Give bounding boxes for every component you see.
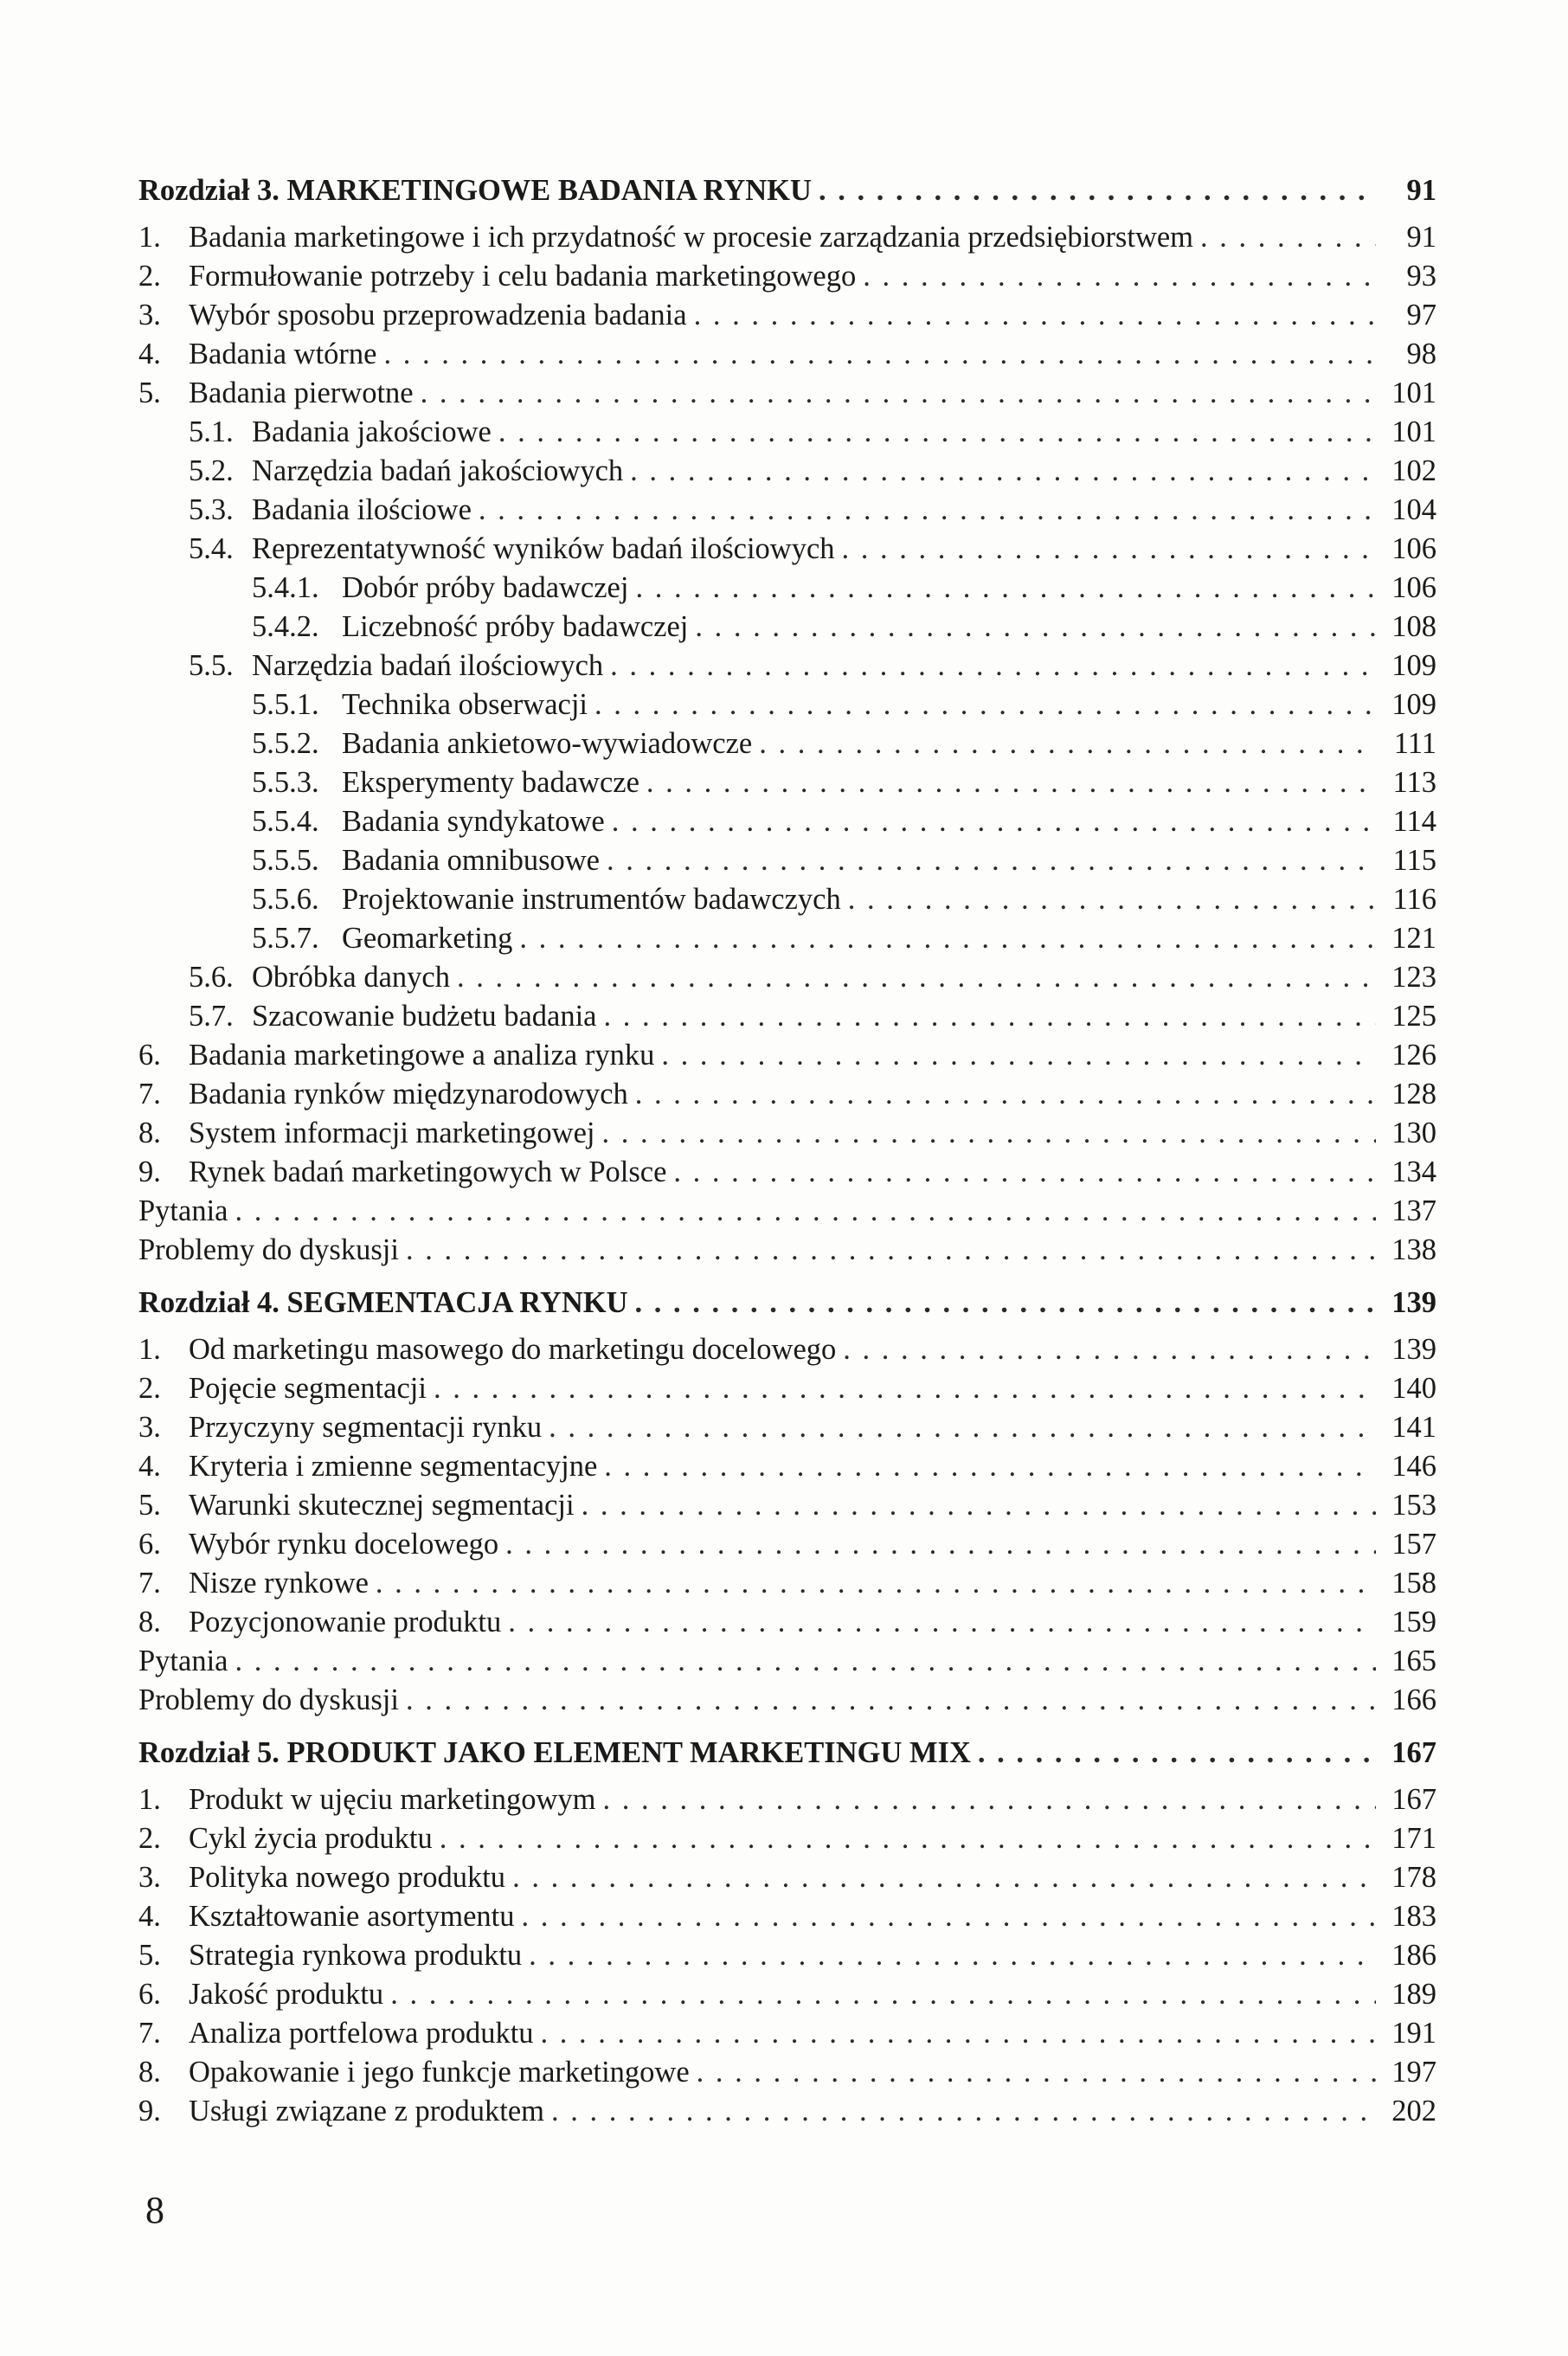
entry-title: Pozycjonowanie produktu (189, 1606, 502, 1638)
entry-number: 8. (138, 2056, 161, 2089)
entry-title: Badania jakościowe (252, 415, 492, 448)
toc-entry (138, 1975, 1436, 2014)
entry-number: 2. (138, 1822, 161, 1855)
toc-entry (138, 1525, 1436, 1564)
entry-page: 114 (1392, 805, 1436, 838)
toc-entry (138, 2014, 1436, 2053)
dot-leader (695, 608, 1376, 647)
entry-title: Reprezentatywność wyników badań ilościowych (252, 532, 835, 565)
entry-number: 3. (138, 1411, 161, 1444)
toc-entry (138, 1603, 1436, 1642)
toc-entry (138, 919, 1436, 958)
entry-title: Rynek badań marketingowych w Polsce (189, 1155, 667, 1188)
toc-entry (138, 1564, 1436, 1603)
entry-page: 111 (1393, 727, 1436, 760)
dot-leader (390, 1975, 1376, 2014)
dot-leader (863, 257, 1376, 296)
entry-number: 6. (138, 1528, 161, 1561)
chapter-heading (138, 1282, 1436, 1323)
entry-page: 91 (1406, 221, 1436, 254)
entry-title: Szacowanie budżetu badania (252, 1000, 597, 1033)
entry-number: 5. (138, 377, 161, 409)
toc-entry (138, 257, 1436, 296)
dot-leader (406, 1681, 1376, 1720)
toc-entry (138, 1780, 1436, 1819)
entry-title: Badania ankietowo-wywiadowcze (342, 727, 753, 760)
page-number: 8 (145, 2189, 164, 2231)
entry-page: 101 (1391, 415, 1436, 448)
entry-page: 106 (1391, 532, 1436, 565)
entry-title: Od marketingu masowego do marketingu docelowego (189, 1333, 837, 1366)
toc-entry (138, 1192, 1436, 1231)
entry-page: 137 (1391, 1194, 1436, 1227)
toc-entry (138, 880, 1436, 919)
entry-number: 2. (138, 1372, 161, 1405)
dot-leader (612, 802, 1376, 841)
toc-entry (138, 530, 1436, 569)
entry-number: 5.3. (189, 493, 234, 526)
entry-page: 139 (1391, 1333, 1436, 1366)
entry-title: Technika obserwacji (342, 688, 588, 721)
entry-number: 9. (138, 1155, 161, 1188)
dot-leader (604, 1447, 1376, 1486)
dot-leader (457, 958, 1376, 997)
toc-entry (138, 647, 1436, 686)
toc-entry (138, 1114, 1436, 1153)
entry-page: 191 (1391, 2017, 1436, 2050)
toc-entry (138, 1330, 1436, 1369)
dot-leader (604, 997, 1377, 1036)
entry-page: 178 (1391, 1861, 1436, 1894)
chapter-section (138, 170, 1436, 1270)
entry-number: 5.5.4. (252, 805, 319, 838)
entry-page: 159 (1391, 1606, 1436, 1638)
entry-number: 5.5.2. (252, 727, 319, 760)
dot-leader (479, 491, 1376, 530)
entry-page: 98 (1406, 338, 1436, 370)
entry-page: 138 (1391, 1233, 1436, 1266)
toc-entry (138, 1858, 1436, 1897)
entry-number: 7. (138, 2017, 161, 2050)
entry-page: 153 (1391, 1489, 1436, 1522)
dot-leader (508, 1603, 1376, 1642)
entry-number: 5.5.7. (252, 922, 319, 955)
entry-page: 186 (1391, 1939, 1436, 1972)
entry-page: 109 (1391, 649, 1436, 682)
entry-page: 116 (1392, 883, 1436, 916)
toc-entry (138, 218, 1436, 257)
toc-entry (138, 413, 1436, 452)
entry-page: 121 (1391, 922, 1436, 955)
entry-number: 8. (138, 1117, 161, 1149)
entry-page: 126 (1391, 1039, 1436, 1072)
entry-page: 189 (1391, 1978, 1436, 2011)
entry-title: Projektowanie instrumentów badawczych (342, 883, 841, 916)
entry-page: 104 (1391, 493, 1436, 526)
dot-leader (519, 919, 1376, 958)
toc-entry (138, 724, 1436, 763)
toc-entry (138, 1681, 1436, 1720)
dot-leader (978, 1732, 1376, 1773)
entry-title: Pytania (138, 1645, 228, 1677)
dot-leader (440, 1819, 1376, 1858)
entry-title: Polityka nowego produktu (189, 1861, 506, 1894)
entry-title: Obróbka danych (252, 961, 450, 994)
dot-leader (635, 569, 1376, 608)
toc-entry (138, 491, 1436, 530)
entry-number: 5. (138, 1489, 161, 1522)
toc-entry (138, 1369, 1436, 1408)
entry-title: Problemy do dyskusji (138, 1233, 399, 1266)
toc-entry (138, 1036, 1436, 1075)
entry-page: 183 (1391, 1900, 1436, 1933)
dot-leader (694, 296, 1376, 335)
dot-leader (635, 1075, 1376, 1114)
dot-leader (505, 1525, 1376, 1564)
entry-title: Wybór rynku docelowego (189, 1528, 499, 1561)
chapter-section (138, 1282, 1436, 1720)
chapter-heading (138, 1732, 1436, 1773)
entry-title: Badania marketingowe a analiza rynku (189, 1039, 655, 1072)
entry-page: 158 (1391, 1567, 1436, 1600)
chapter-page: 167 (1391, 1736, 1436, 1769)
chapter-section (138, 1732, 1436, 2131)
toc-entry (138, 802, 1436, 841)
dot-leader (235, 1642, 1376, 1681)
dot-leader (512, 1858, 1376, 1897)
entry-title: Produkt w ujęciu marketingowym (189, 1783, 596, 1816)
toc-entry (138, 958, 1436, 997)
entry-number: 9. (138, 2095, 161, 2127)
toc-entry (138, 2092, 1436, 2131)
entry-title: Przyczyny segmentacji rynku (189, 1411, 543, 1444)
dot-leader (522, 1897, 1376, 1936)
toc-entry (138, 1231, 1436, 1270)
entry-title: Badania marketingowe i ich przydatność w procesie zarządzania przedsiębiorstwem (189, 221, 1194, 254)
chapter-title: Rozdział 3. MARKETINGOWE BADANIA RYNKU (138, 174, 812, 207)
entry-number: 3. (138, 299, 161, 332)
entry-title: Geomarketing (342, 922, 513, 955)
entry-page: 113 (1392, 766, 1436, 799)
entry-title: Wybór sposobu przeprowadzenia badania (189, 299, 687, 332)
entry-number: 5. (138, 1939, 161, 1972)
entry-title: Badania wtórne (189, 338, 377, 370)
entry-number: 1. (138, 221, 161, 254)
entry-number: 3. (138, 1861, 161, 1894)
toc-entry (138, 1897, 1436, 1936)
entry-page: 130 (1391, 1117, 1436, 1149)
entry-number: 4. (138, 338, 161, 370)
dot-leader (843, 1330, 1376, 1369)
entry-number: 5.6. (189, 961, 234, 994)
dot-leader (406, 1231, 1376, 1270)
entry-title: Badania ilościowe (252, 493, 472, 526)
dot-leader (602, 1780, 1376, 1819)
toc-entry (138, 452, 1436, 491)
toc-entry (138, 841, 1436, 880)
entry-title: Liczebność próby badawczej (342, 610, 689, 643)
entry-number: 5.4. (189, 532, 234, 565)
entry-title: Badania rynków międzynarodowych (189, 1078, 628, 1110)
entry-page: 165 (1391, 1645, 1436, 1677)
dot-leader (607, 841, 1376, 880)
toc-entry (138, 686, 1436, 724)
toc-entry (138, 1642, 1436, 1681)
chapter-heading (138, 170, 1436, 211)
entry-number: 5.5.5. (252, 844, 319, 877)
entry-title: Pojęcie segmentacji (189, 1372, 427, 1405)
entry-title: Kształtowanie asortymentu (189, 1900, 515, 1933)
entry-title: Warunki skutecznej segmentacji (189, 1489, 575, 1522)
dot-leader (673, 1153, 1376, 1192)
toc-entry (138, 1936, 1436, 1975)
entry-title: Eksperymenty badawcze (342, 766, 639, 799)
dot-leader (1200, 218, 1376, 257)
entry-number: 1. (138, 1783, 161, 1816)
entry-number: 5.2. (189, 454, 234, 487)
toc-entry (138, 608, 1436, 647)
chapter-page: 139 (1391, 1286, 1436, 1319)
dot-leader (541, 2014, 1376, 2053)
entry-page: 115 (1392, 844, 1436, 877)
entry-title: Narzędzia badań jakościowych (252, 454, 624, 487)
dot-leader (819, 170, 1376, 211)
toc-entry (138, 763, 1436, 802)
entry-title: System informacji marketingowej (189, 1117, 595, 1149)
entry-number: 5.4.2. (252, 610, 319, 643)
entry-number: 5.5. (189, 649, 234, 682)
entry-title: Opakowanie i jego funkcje marketingowe (189, 2056, 690, 2089)
dot-leader (630, 452, 1376, 491)
toc-entry (138, 335, 1436, 374)
entry-number: 4. (138, 1900, 161, 1933)
entry-title: Badania omnibusowe (342, 844, 600, 877)
entry-number: 2. (138, 260, 161, 293)
chapter-title: Rozdział 5. PRODUKT JAKO ELEMENT MARKETINGU MIX (138, 1736, 971, 1769)
toc-entry (138, 374, 1436, 413)
entry-number: 6. (138, 1978, 161, 2011)
entry-title: Formułowanie potrzeby i celu badania marketingowego (189, 260, 857, 293)
dot-leader (582, 1486, 1376, 1525)
entry-page: 167 (1391, 1783, 1436, 1816)
entry-title: Dobór próby badawczej (342, 571, 629, 604)
entry-page: 141 (1391, 1411, 1436, 1444)
dot-leader (635, 1282, 1377, 1323)
dot-leader (646, 763, 1376, 802)
entry-title: Strategia rynkowa produktu (189, 1939, 523, 1972)
entry-number: 5.5.1. (252, 688, 319, 721)
toc-entry (138, 1153, 1436, 1192)
entry-page: 108 (1391, 610, 1436, 643)
toc-entry (138, 1447, 1436, 1486)
entry-number: 5.1. (189, 415, 234, 448)
dot-leader (610, 647, 1376, 686)
toc-entry (138, 1075, 1436, 1114)
entry-title: Problemy do dyskusji (138, 1683, 399, 1716)
entry-page: 109 (1391, 688, 1436, 721)
entry-page: 166 (1391, 1683, 1436, 1716)
table-of-contents (138, 170, 1436, 2143)
entry-number: 6. (138, 1039, 161, 1072)
entry-number: 7. (138, 1078, 161, 1110)
chapter-page: 91 (1406, 174, 1436, 207)
entry-page: 140 (1391, 1372, 1436, 1405)
toc-entry (138, 2053, 1436, 2092)
entry-number: 5.5.3. (252, 766, 319, 799)
entry-title: Nisze rynkowe (189, 1567, 369, 1600)
entry-page: 202 (1391, 2095, 1436, 2127)
entry-page: 197 (1391, 2056, 1436, 2089)
entry-number: 5.7. (189, 1000, 234, 1033)
entry-title: Badania syndykatowe (342, 805, 605, 838)
entry-number: 8. (138, 1606, 161, 1638)
toc-entry (138, 569, 1436, 608)
entry-number: 7. (138, 1567, 161, 1600)
entry-title: Kryteria i zmienne segmentacyjne (189, 1450, 598, 1483)
entry-page: 134 (1391, 1155, 1436, 1188)
entry-title: Badania pierwotne (189, 377, 414, 409)
dot-leader (498, 413, 1376, 452)
entry-title: Narzędzia badań ilościowych (252, 649, 604, 682)
entry-title: Pytania (138, 1194, 228, 1227)
entry-page: 93 (1406, 260, 1436, 293)
dot-leader (235, 1192, 1376, 1231)
dot-leader (529, 1936, 1376, 1975)
entry-page: 125 (1391, 1000, 1436, 1033)
dot-leader (551, 2092, 1376, 2131)
entry-page: 157 (1391, 1528, 1436, 1561)
entry-number: 4. (138, 1450, 161, 1483)
dot-leader (549, 1408, 1376, 1447)
dot-leader (434, 1369, 1376, 1408)
entry-page: 106 (1391, 571, 1436, 604)
entry-title: Usługi związane z produktem (189, 2095, 544, 2127)
toc-entry (138, 997, 1436, 1036)
entry-page: 101 (1391, 377, 1436, 409)
dot-leader (601, 1114, 1376, 1153)
dot-leader (421, 374, 1376, 413)
toc-entry (138, 1486, 1436, 1525)
entry-title: Analiza portfelowa produktu (189, 2017, 534, 2050)
dot-leader (661, 1036, 1376, 1075)
entry-number: 5.4.1. (252, 571, 319, 604)
entry-number: 5.5.6. (252, 883, 319, 916)
entry-title: Jakość produktu (189, 1978, 384, 2011)
entry-page: 102 (1391, 454, 1436, 487)
dot-leader (697, 2053, 1376, 2092)
toc-entry (138, 1819, 1436, 1858)
toc-entry (138, 296, 1436, 335)
entry-page: 128 (1391, 1078, 1436, 1110)
dot-leader (376, 1564, 1376, 1603)
entry-page: 171 (1391, 1822, 1436, 1855)
entry-title: Cykl życia produktu (189, 1822, 433, 1855)
dot-leader (594, 686, 1376, 724)
dot-leader (383, 335, 1376, 374)
toc-entry (138, 1408, 1436, 1447)
dot-leader (759, 724, 1376, 763)
entry-page: 146 (1391, 1450, 1436, 1483)
entry-page: 97 (1406, 299, 1436, 332)
chapter-title: Rozdział 4. SEGMENTACJA RYNKU (138, 1286, 628, 1319)
dot-leader (848, 880, 1376, 919)
dot-leader (842, 530, 1376, 569)
entry-page: 123 (1391, 961, 1436, 994)
entry-number: 1. (138, 1333, 161, 1366)
